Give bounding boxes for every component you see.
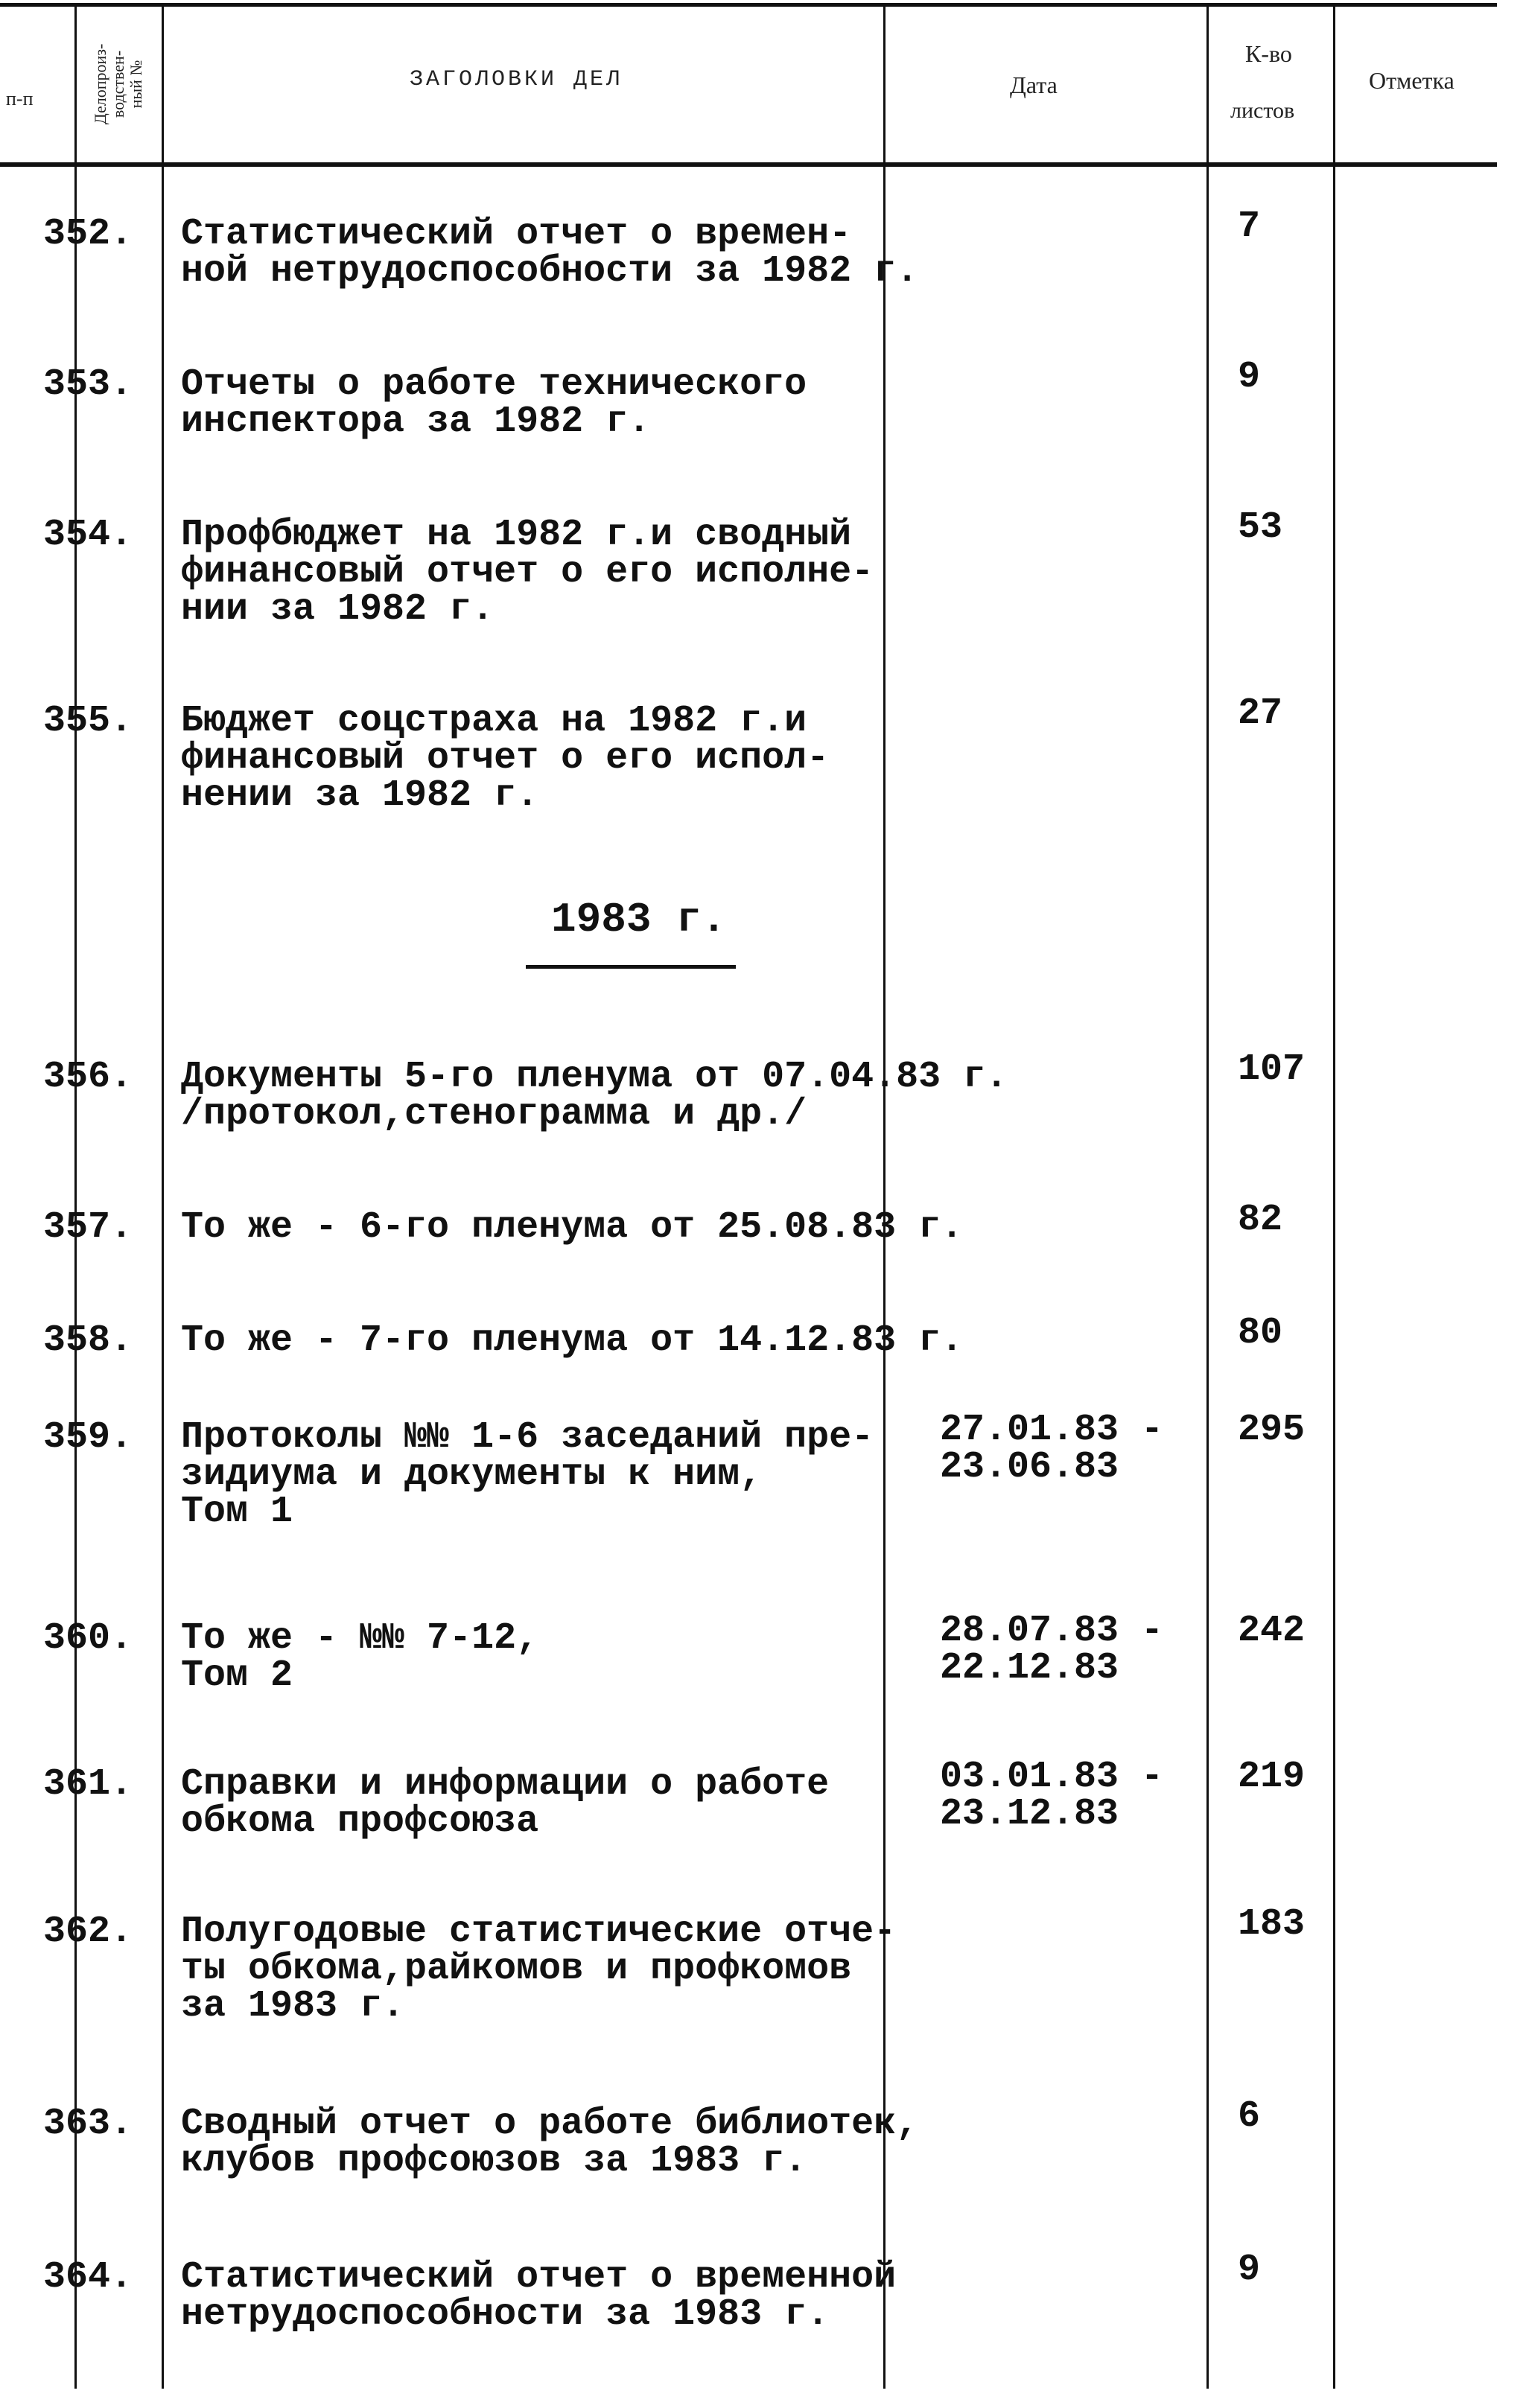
row-number: 360. (43, 1617, 133, 1660)
year-heading-underline (526, 965, 736, 969)
header-count-col-line2: листов (1230, 98, 1295, 123)
row-sheets: 80 (1238, 1312, 1283, 1354)
row-title: Полугодовые статистические отче- ты обкома,райкомов и профкомов за 1983 г. (181, 1911, 897, 2028)
row-title: То же - №№ 7-12, Том 2 (181, 1617, 539, 1697)
header-bottom-line (0, 162, 1497, 167)
row-title: Справки и информации о работе обкома профсоюза (181, 1763, 830, 1843)
row-sheets: 242 (1238, 1610, 1306, 1652)
column-line-2 (162, 6, 164, 2389)
year-heading: 1983 г. (551, 896, 727, 943)
row-number: 363. (43, 2103, 133, 2145)
row-title: Бюджет соцстраха на 1982 г.и финансовый отчет о его испол- нении за 1982 г. (181, 700, 830, 817)
header-num-col: п-п (6, 88, 34, 109)
row-number: 362. (43, 1911, 133, 1953)
row-date: 28.07.83 - 22.12.83 (940, 1610, 1164, 1689)
header-delo-col (77, 7, 160, 160)
top-border-line (0, 3, 1497, 7)
column-line-4 (1206, 6, 1209, 2389)
row-sheets: 27 (1238, 692, 1283, 735)
header-date-col: Дата (1010, 71, 1058, 98)
row-sheets: 219 (1238, 1756, 1306, 1798)
row-number: 353. (43, 363, 133, 406)
row-title: Документы 5-го пленума от 07.04.83 г. /протокол,стенограмма и др./ (181, 1056, 1008, 1135)
header-mark-col: Отметка (1369, 67, 1454, 94)
header-delo-label: Делопроиз- водствен- ный № (91, 43, 145, 124)
row-number: 354. (43, 514, 133, 556)
row-date: 03.01.83 - 23.12.83 (940, 1756, 1164, 1835)
row-number: 359. (43, 1416, 133, 1459)
row-sheets: 82 (1238, 1199, 1283, 1241)
row-title: Протоколы №№ 1-6 заседаний пре- зидиума и документы к ним, Том 1 (181, 1416, 874, 1533)
row-number: 352. (43, 213, 133, 255)
row-date: 27.01.83 - 23.06.83 (940, 1409, 1164, 1488)
row-title: То же - 7-го пленума от 14.12.83 г. (181, 1319, 964, 1362)
row-sheets: 107 (1238, 1048, 1306, 1091)
row-sheets: 7 (1238, 206, 1261, 248)
row-sheets: 295 (1238, 1409, 1306, 1451)
row-number: 357. (43, 1206, 133, 1249)
row-title: Сводный отчет о работе библиотек, клубов профсоюзов за 1983 г. (181, 2103, 919, 2182)
row-title: То же - 6-го пленума от 25.08.83 г. (181, 1206, 964, 1249)
row-title: Статистический отчет о временной нетрудоспособности за 1983 г. (181, 2256, 897, 2336)
row-number: 361. (43, 1763, 133, 1806)
row-sheets: 183 (1238, 1903, 1306, 1946)
column-line-5 (1333, 6, 1335, 2389)
row-number: 358. (43, 1319, 133, 1362)
row-title: Статистический отчет о времен- ной нетрудоспособности за 1982 г. (181, 213, 919, 293)
row-number: 364. (43, 2256, 133, 2299)
row-title: Отчеты о работе технического инспектора за 1982 г. (181, 363, 807, 443)
header-title-col: ЗАГОЛОВКИ ДЕЛ (410, 67, 623, 92)
column-line-3 (883, 6, 885, 2389)
row-title: Профбюджет на 1982 г.и сводный финансовый отчет о его исполне- нии за 1982 г. (181, 514, 874, 631)
row-sheets: 9 (1238, 356, 1261, 398)
row-sheets: 6 (1238, 2095, 1261, 2138)
header-count-col-line1: К-во (1245, 40, 1292, 67)
row-sheets: 53 (1238, 506, 1283, 549)
row-number: 356. (43, 1056, 133, 1098)
row-sheets: 9 (1238, 2249, 1261, 2291)
row-number: 355. (43, 700, 133, 742)
